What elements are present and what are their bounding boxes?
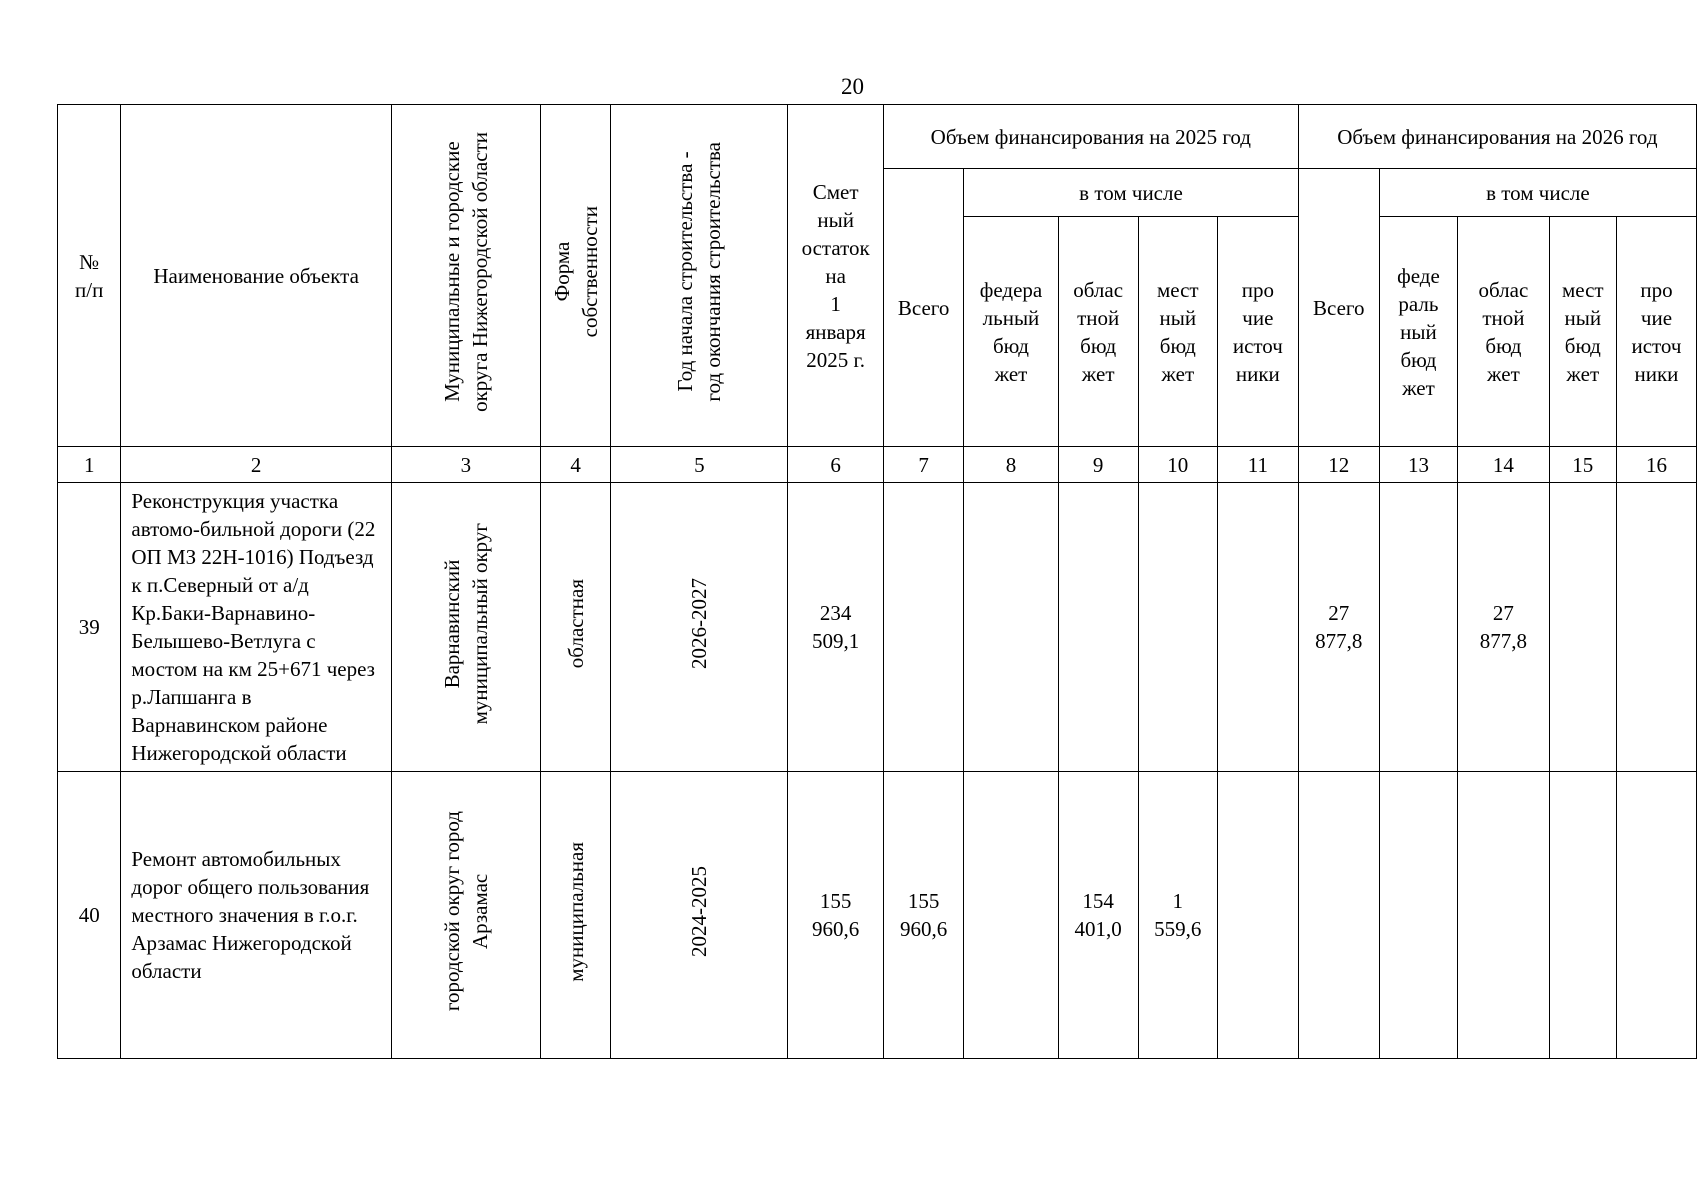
- header-regional-2026: облас тной бюд жет: [1458, 217, 1550, 447]
- local-2025-cell: 1 559,6: [1138, 772, 1217, 1059]
- header-regional-2025: облас тной бюд жет: [1058, 217, 1138, 447]
- header-federal-2025: федера льный бюд жет: [964, 217, 1058, 447]
- estimate-cell: 234 509,1: [788, 483, 884, 772]
- column-number: 10: [1138, 447, 1217, 483]
- years-cell: 2026-2027: [611, 483, 788, 772]
- other-2026-cell: [1616, 772, 1696, 1059]
- municipality-cell: городской округ город Арзамас: [391, 772, 540, 1059]
- header-years: Год начала строительства - год окончания строительства: [611, 105, 788, 447]
- column-number: 5: [611, 447, 788, 483]
- municipality-cell: Варнавинский муниципальный округ: [391, 483, 540, 772]
- object-name: Ремонт автомобильных дорог общего пользования местного значения в г.о.г. Арзамас Нижегородской области: [121, 772, 391, 1059]
- row-number: 39: [58, 483, 121, 772]
- federal-2025-cell: [964, 483, 1058, 772]
- header-ownership: Форма собственности: [540, 105, 610, 447]
- ownership-cell: областная: [540, 483, 610, 772]
- column-number: 1: [58, 447, 121, 483]
- column-number: 8: [964, 447, 1058, 483]
- column-number: 7: [883, 447, 963, 483]
- federal-2026-cell: [1379, 772, 1457, 1059]
- column-number: 16: [1616, 447, 1696, 483]
- row-number: 40: [58, 772, 121, 1059]
- column-number: 4: [540, 447, 610, 483]
- column-number: 13: [1379, 447, 1457, 483]
- header-local-2026: мест ный бюд жет: [1549, 217, 1616, 447]
- other-2025-cell: [1217, 772, 1298, 1059]
- table-row: [58, 772, 1697, 1059]
- object-name: Реконструкция участка автомо-бильной дороги (22 ОП МЗ 22Н-1016) Подъезд к п.Северный от а/д Кр.Баки-Варнавино-Белышево-Ветлуга с мостом на км 25+671 через р.Лапшанга в Варнавинском районе Нижегородской области: [121, 483, 391, 772]
- total-2025-cell: [883, 483, 963, 772]
- column-number: 9: [1058, 447, 1138, 483]
- column-number: 11: [1217, 447, 1298, 483]
- column-number: 15: [1549, 447, 1616, 483]
- column-numbers-row: [58, 447, 1697, 483]
- column-number: 6: [788, 447, 884, 483]
- header-total-2026: Всего: [1298, 169, 1379, 447]
- total-2026-cell: 27 877,8: [1298, 483, 1379, 772]
- header-name: Наименование объекта: [121, 105, 391, 447]
- other-2026-cell: [1616, 483, 1696, 772]
- other-2025-cell: [1217, 483, 1298, 772]
- header-financing-2025: Объем финансирования на 2025 год: [883, 105, 1298, 169]
- header-including-2025: в том числе: [964, 169, 1298, 217]
- header-estimate: Смет ный остаток на 1 января 2025 г.: [788, 105, 884, 447]
- regional-2026-cell: [1458, 772, 1550, 1059]
- header-federal-2026: феде раль ный бюд жет: [1379, 217, 1457, 447]
- header-financing-2026: Объем финансирования на 2026 год: [1298, 105, 1696, 169]
- regional-2025-cell: 154 401,0: [1058, 772, 1138, 1059]
- regional-2026-cell: 27 877,8: [1458, 483, 1550, 772]
- column-number: 2: [121, 447, 391, 483]
- column-number: 14: [1458, 447, 1550, 483]
- local-2025-cell: [1138, 483, 1217, 772]
- header-other-2025: про чие источ ники: [1217, 217, 1298, 447]
- header-total-2025: Всего: [883, 169, 963, 447]
- federal-2026-cell: [1379, 483, 1457, 772]
- financing-table: [57, 104, 1697, 1059]
- header-other-2026: про чие источ ники: [1616, 217, 1696, 447]
- local-2026-cell: [1549, 772, 1616, 1059]
- federal-2025-cell: [964, 772, 1058, 1059]
- table-row: [58, 483, 1697, 772]
- ownership-cell: муниципальная: [540, 772, 610, 1059]
- total-2025-cell: 155 960,6: [883, 772, 963, 1059]
- header-local-2025: мест ный бюд жет: [1138, 217, 1217, 447]
- header-municipality: Муниципальные и городские округа Нижегородской области: [391, 105, 540, 447]
- years-cell: 2024-2025: [611, 772, 788, 1059]
- regional-2025-cell: [1058, 483, 1138, 772]
- header-including-2026: в том числе: [1379, 169, 1696, 217]
- column-number: 12: [1298, 447, 1379, 483]
- header-num: № п/п: [58, 105, 121, 447]
- total-2026-cell: [1298, 772, 1379, 1059]
- column-number: 3: [391, 447, 540, 483]
- header-row-1: [58, 105, 1697, 169]
- page-number: 20: [841, 74, 864, 99]
- local-2026-cell: [1549, 483, 1616, 772]
- estimate-cell: 155 960,6: [788, 772, 884, 1059]
